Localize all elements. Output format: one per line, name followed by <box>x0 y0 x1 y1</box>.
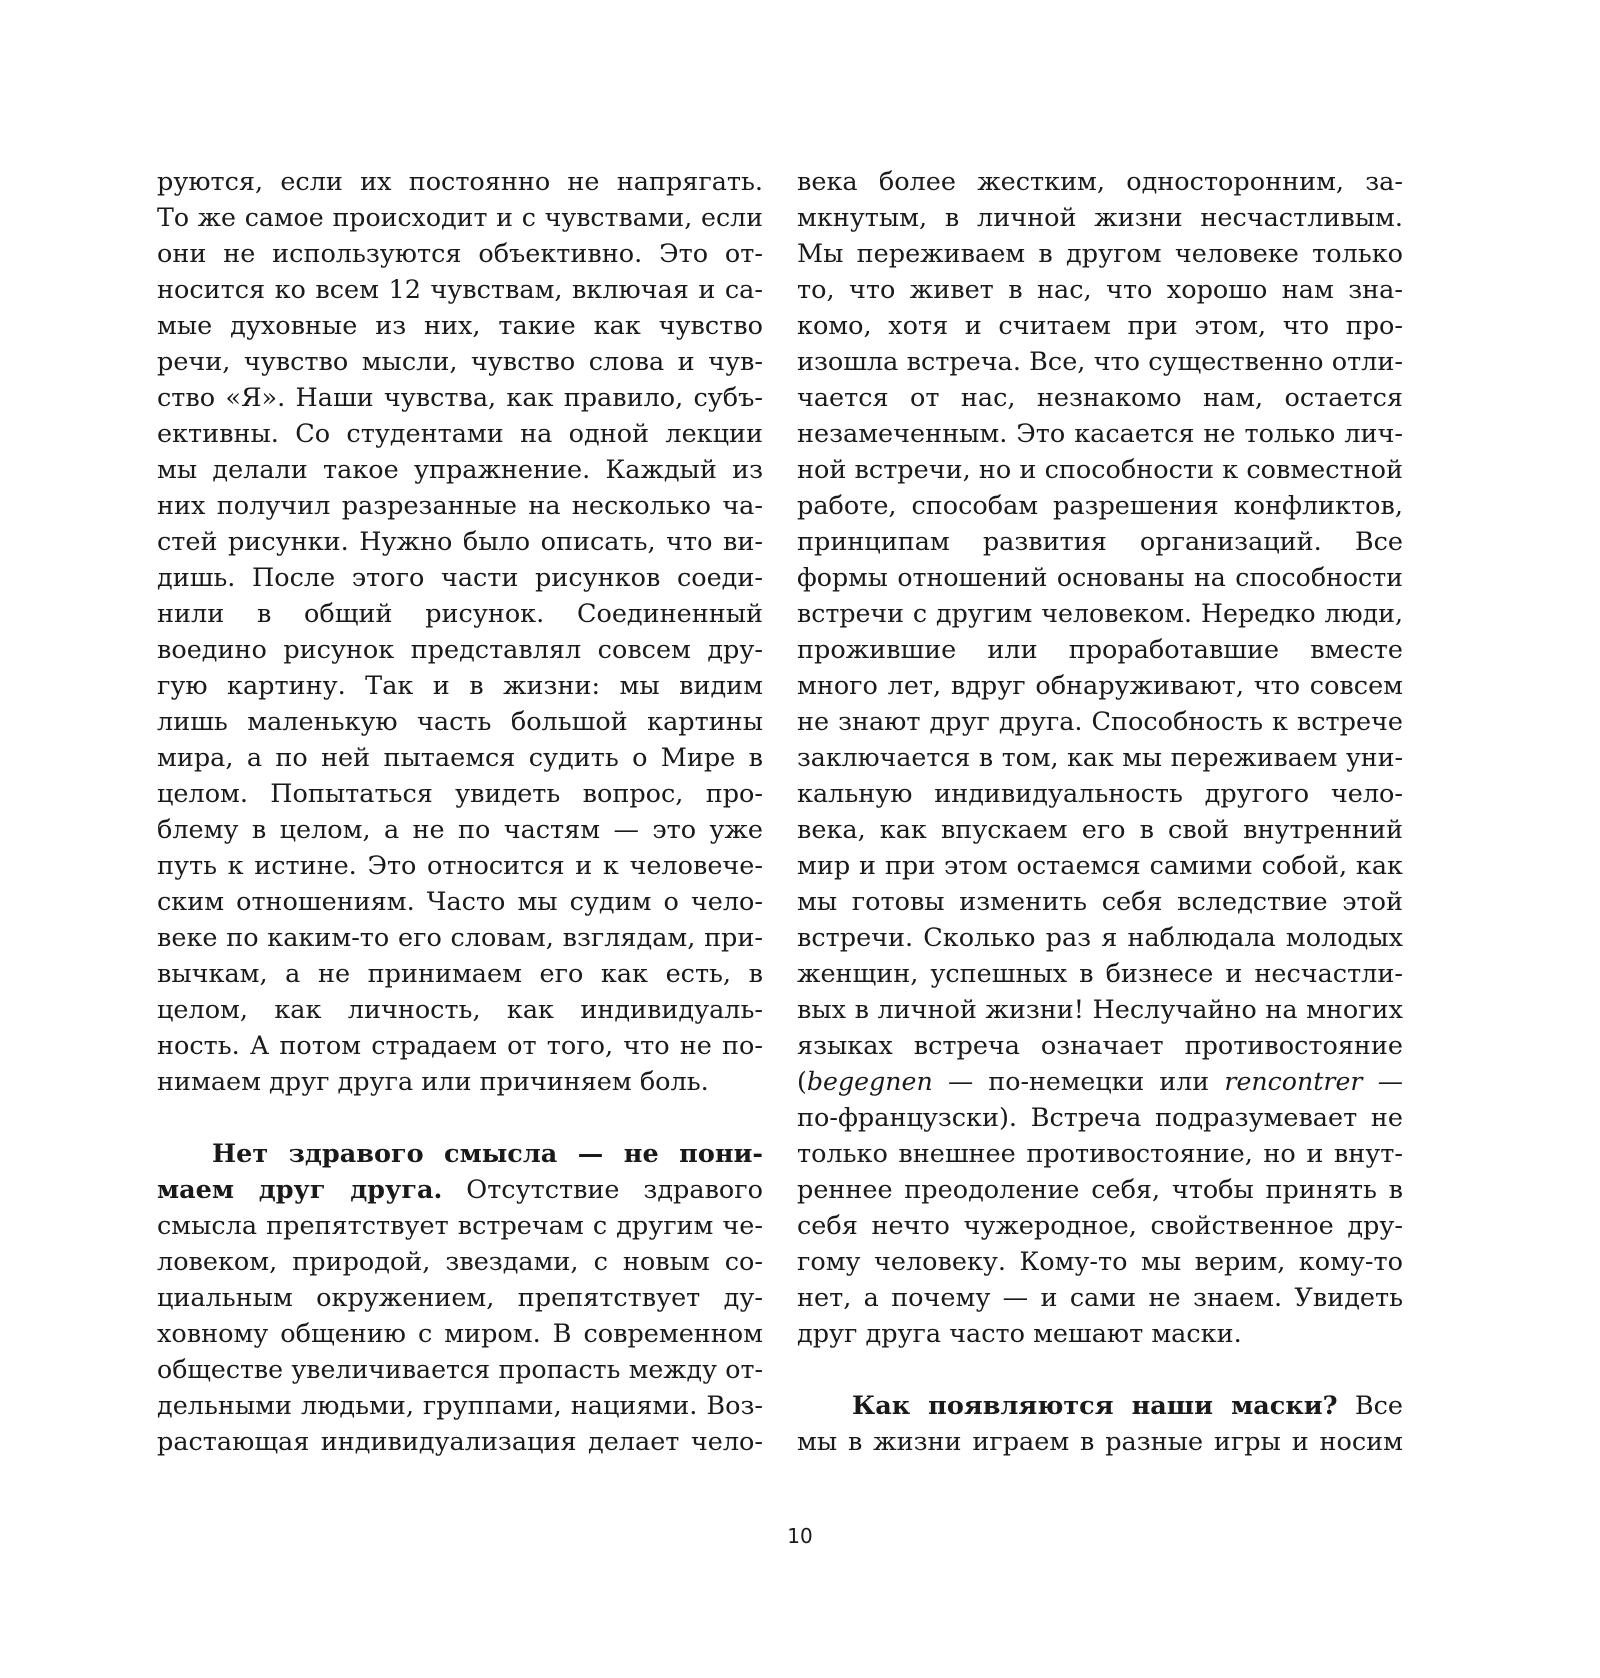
text-line <box>157 884 763 920</box>
text-run: вычкам, а не принимаем его как есть, в <box>157 959 763 989</box>
text-run: обществе увеличивается пропасть между от- <box>157 1355 763 1384</box>
text-line <box>797 1208 1403 1244</box>
text-line <box>797 776 1403 812</box>
text-run: циальным окружением, препятствует ду- <box>157 1283 763 1313</box>
text-run: изошла встреча. Все, что существенно отли- <box>797 347 1403 377</box>
text-run: Мы переживаем в другом человеке только <box>797 239 1403 269</box>
text-line <box>157 668 763 704</box>
text-run: незамеченным. Это касается не только лич- <box>797 419 1403 449</box>
text-run: друг друга часто мешают маски. <box>797 1319 1242 1349</box>
text-run: мкнутым, в личной жизни несчастливым. <box>797 203 1403 233</box>
text-line <box>157 344 763 380</box>
text-run: целом. Попытаться увидеть вопрос, про- <box>157 779 763 809</box>
text-run: нет, а почему — и сами не знаем. Увидеть <box>797 1283 1403 1313</box>
text-run: — <box>1362 1067 1403 1096</box>
text-run: прожившие или проработавшие вместе <box>797 635 1403 665</box>
text-run: путь к истине. Это относится и к человече- <box>157 851 763 881</box>
text-line <box>157 848 763 884</box>
text-run: ной встречи, но и способности к совместной <box>797 455 1403 485</box>
text-run: только внешнее противостояние, но и внут- <box>797 1139 1403 1169</box>
text-line <box>157 956 763 992</box>
italic-run: rencontrer <box>1224 1067 1363 1096</box>
text-line <box>797 308 1403 344</box>
text-run: работе, способам разрешения конфликтов, <box>797 491 1403 521</box>
text-run: женщин, успешных в бизнесе и несчастли- <box>797 959 1403 989</box>
text-run: встречи. Сколько раз я наблюдала молодых <box>797 923 1403 953</box>
text-line <box>157 1244 763 1280</box>
text-run: реннее преодоление себя, чтобы принять в <box>797 1175 1403 1205</box>
text-run: ловеком, природой, звездами, с новым со- <box>157 1247 763 1277</box>
text-run: стей рисунки. Нужно было описать, что ви- <box>157 527 763 557</box>
text-run: целом, как личность, как индивидуаль- <box>157 995 763 1025</box>
text-line <box>157 1208 763 1244</box>
text-line <box>157 560 763 596</box>
text-run: ективны. Со студентами на одной лекции <box>157 419 763 449</box>
text-line <box>157 920 763 956</box>
text-line <box>157 200 763 236</box>
text-run: себя нечто чужеродное, свойственное дру- <box>797 1211 1403 1241</box>
heading-run: Как появляются наши маски? <box>852 1391 1338 1421</box>
text-run: языках встреча означает противостояние <box>797 1031 1403 1061</box>
text-run: мые духовные из них, такие как чувство <box>157 311 763 341</box>
text-run: — по-немецки или <box>932 1067 1225 1096</box>
text-line <box>797 704 1403 740</box>
text-line <box>157 1424 763 1460</box>
text-run: мы готовы изменить себя вследствие этой <box>797 887 1403 917</box>
text-line <box>797 1136 1403 1172</box>
text-line <box>797 488 1403 524</box>
text-run: гую картину. Так и в жизни: мы видим <box>157 671 763 701</box>
text-line <box>797 1064 1403 1100</box>
text-run: ство «Я». Наши чувства, как правило, субъ- <box>157 383 763 413</box>
text-run: гому человеку. Кому-то мы верим, кому-то <box>797 1247 1403 1277</box>
text-line <box>157 452 763 488</box>
text-run: Отсутствие здравого <box>442 1175 763 1205</box>
text-line <box>157 704 763 740</box>
text-line <box>157 776 763 812</box>
heading-run: Нет здравого смысла — не пони- <box>212 1139 763 1169</box>
text-run: чается от нас, незнакомо нам, остается <box>797 383 1403 413</box>
text-run: много лет, вдруг обнаруживают, что совсем <box>797 671 1403 701</box>
text-line <box>157 1172 763 1208</box>
text-line <box>797 632 1403 668</box>
text-run: растающая индивидуализация делает чело- <box>157 1427 763 1457</box>
text-run: воедино рисунок представлял совсем дру- <box>157 635 763 665</box>
text-run: носится ко всем 12 чувствам, включая и са- <box>157 275 763 305</box>
text-run: то, что живет в нас, что хорошо нам зна- <box>797 275 1403 305</box>
heading-run: маем друг друга. <box>157 1175 443 1205</box>
text-line <box>157 632 763 668</box>
text-run: нимаем друг друга или причиняем боль. <box>157 1067 709 1097</box>
text-run: руются, если их постоянно не напрягать. <box>157 167 763 197</box>
text-run: мир и при этом остаемся самими собой, как <box>797 851 1403 881</box>
text-run: То же самое происходит и с чувствами, если <box>157 203 763 232</box>
text-line <box>797 992 1403 1028</box>
text-line <box>797 1280 1403 1316</box>
text-run: Все <box>1337 1391 1403 1421</box>
text-run: ( <box>797 1067 807 1096</box>
left-column <box>157 164 763 1460</box>
text-line <box>157 488 763 524</box>
text-line <box>797 956 1403 992</box>
text-run: кальную индивидуальность другого чело- <box>797 779 1403 809</box>
text-line <box>157 164 763 200</box>
text-run: по-французски). Встреча подразумевает не <box>797 1103 1403 1133</box>
text-line <box>797 560 1403 596</box>
text-line <box>797 416 1403 452</box>
paragraph-gap <box>157 1100 763 1136</box>
text-line <box>157 308 763 344</box>
text-run: блему в целом, а не по частям — это уже <box>157 815 763 845</box>
text-run: они не используются объективно. Это от- <box>157 239 763 269</box>
text-line <box>797 1388 1403 1424</box>
text-line <box>797 1244 1403 1280</box>
text-run: ность. А потом страдаем от того, что не по- <box>157 1031 763 1061</box>
text-line <box>797 236 1403 272</box>
text-line <box>797 1100 1403 1136</box>
text-line <box>157 272 763 308</box>
text-line <box>797 272 1403 308</box>
text-line <box>797 524 1403 560</box>
text-line <box>797 920 1403 956</box>
right-column <box>797 164 1403 1460</box>
text-line <box>157 236 763 272</box>
text-line <box>797 740 1403 776</box>
text-run: веке по каким-то его словам, взглядам, при- <box>157 923 763 953</box>
text-run: мира, а по ней пытаемся судить о Мире в <box>157 743 763 773</box>
text-line <box>797 848 1403 884</box>
text-run: дельными людьми, группами, нациями. Воз- <box>157 1391 763 1421</box>
text-line <box>797 1316 1403 1352</box>
text-line <box>157 524 763 560</box>
text-line <box>797 164 1403 200</box>
text-run: встречи с другим человеком. Нередко люди, <box>797 599 1403 628</box>
text-run: вых в личной жизни! Неслучайно на многих <box>797 995 1403 1025</box>
text-run: них получил разрезанные на несколько ча- <box>157 491 763 521</box>
text-run: мы делали такое упражнение. Каждый из <box>157 455 763 485</box>
text-line <box>157 416 763 452</box>
text-run: комо, хотя и считаем при этом, что про- <box>797 311 1403 341</box>
text-run: дишь. После этого части рисунков соеди- <box>157 563 763 593</box>
text-run: лишь маленькую часть большой картины <box>157 707 763 737</box>
text-line <box>797 668 1403 704</box>
text-run: нили в общий рисунок. Соединенный <box>157 599 763 629</box>
text-run: заключается в том, как мы переживаем уни- <box>797 743 1403 772</box>
text-line <box>157 596 763 632</box>
text-line <box>157 1316 763 1352</box>
text-line <box>157 812 763 848</box>
text-line <box>797 1424 1403 1460</box>
text-line <box>797 1172 1403 1208</box>
text-line <box>797 812 1403 848</box>
text-line <box>157 1064 763 1100</box>
text-line <box>157 740 763 776</box>
paragraph-gap <box>797 1352 1403 1388</box>
text-line <box>157 1352 763 1388</box>
text-line <box>797 596 1403 632</box>
text-line <box>157 1028 763 1064</box>
text-line <box>157 380 763 416</box>
text-run: смысла препятствует встречам с другим че- <box>157 1211 763 1241</box>
text-line <box>797 452 1403 488</box>
text-line <box>797 1028 1403 1064</box>
text-run: формы отношений основаны на способности <box>797 563 1403 592</box>
page-number: 10 <box>787 1524 813 1548</box>
text-line <box>157 1136 763 1172</box>
text-run: не знают друг друга. Способность к встрече <box>797 707 1403 737</box>
text-line <box>157 992 763 1028</box>
text-line <box>797 344 1403 380</box>
text-run: ховному общению с миром. В современном <box>157 1319 763 1349</box>
text-run: мы в жизни играем в разные игры и носим <box>797 1427 1403 1457</box>
text-run: века, как впускаем его в свой внутренний <box>797 815 1403 845</box>
text-line <box>797 200 1403 236</box>
text-line <box>157 1388 763 1424</box>
text-run: принципам развития организаций. Все <box>797 527 1403 557</box>
text-line <box>157 1280 763 1316</box>
text-line <box>797 884 1403 920</box>
text-run: речи, чувство мысли, чувство слова и чув- <box>157 347 763 377</box>
italic-run: begegnen <box>806 1067 933 1096</box>
text-line <box>797 380 1403 416</box>
text-run: ским отношениям. Часто мы судим о чело- <box>157 887 763 917</box>
text-run: века более жестким, односторонним, за- <box>797 167 1403 197</box>
